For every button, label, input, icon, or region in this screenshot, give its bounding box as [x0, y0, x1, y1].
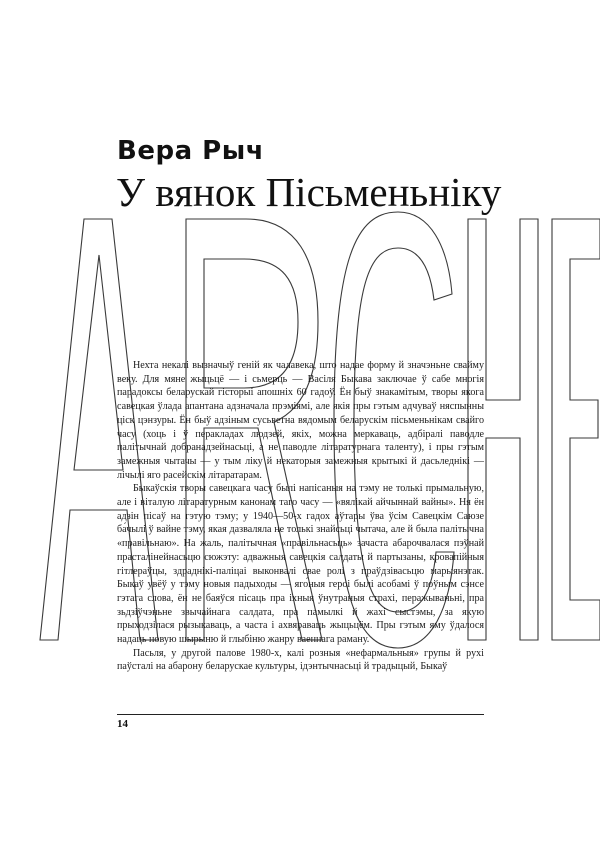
watermark-letter-e — [552, 219, 600, 640]
author-name: Вера Рыч — [117, 136, 265, 166]
article-body — [117, 359, 484, 674]
article-title: У вянок Пісьменьніку — [116, 169, 502, 215]
paragraph: Пасьля, у другой палове 1980-х, калі розныя «нефармальныя» групы й рухі паўсталі на абарону беларускае культуры, ідэнтычнасьці й традыцый, Быкаў — [117, 647, 484, 673]
footer-divider — [117, 714, 484, 715]
paragraph: Быкаўскія творы савецкага часу былі напісаныя на тэму не толькі прымальную, але і віталую літаратурным канонам таго часу — «вялікай айчыннай вайны». Ня ён адзін пісаў на гэтую тэму; у 1940—50-х гадох аўтары ўва ўсім Савецкім Саюзе ба́чылі ў вайне тэму, якая дазвалялa не толькі знайсьці чытача, але й была палітычна «правільнаю». На жаль, палітычная «правільнасьць» зачаста абарочвалася пэўнай прасталінейнасьцю сюжэту: адважныя савецкія салдаты й партызаны, кровапійныя гітлераўцы, здраднікі-паліцаі выконвалі свае ролі з праўдзівасьцю марыянэтак. Быкаў увёў у тэму новыя падыходы — яго́ныя героі былі асобамі ў поўным сэнсе гэтага слова, ён не баяўся пісаць пра іхныя ўнутраныя страхі, перажываньні, пра зьдзіўчэньне звычайнага салдата, пра памылкі й жахі сыстэмы, за якую прыходзілася рызыкаваць, а часта і ахвяраваць жыцьцём. Пры гэтым яму ўдалося надаць новую шырыню й глыбіню жанру ваеннага раману. — [117, 483, 484, 646]
page-number: 14 — [117, 718, 128, 730]
paragraph: Нехта некалі вызначыў геній як чалавека, што надае форму й значэньне свайму веку. Для мяне жыцьцё — і сьмерць — Васіля Быкава заключае ў сабе многія парадоксы беларускай гісторыі апошніх 60 гадоў. Ён быў знакамітым, творы якога савецкая ўлада апантана адзначала прэміямі, але якія пры гэтым адчуваў няспынны ціск цэнзуры. Ён быў адзіным сусьветна вядомым беларускім пісьменьнікам свайго часу (хоць і ў перакладах людзей, якіх, можна меркаваць, адбіралі паводле палітычнай добранадзейнасьці, а не паводле літаратурнага таленту), і пры гэтым замежныя чытачы — у тым ліку й некаторыя замежныя крытыкі й дасьледнікі — лічылі яго расейскім літаратарам. — [117, 360, 484, 481]
